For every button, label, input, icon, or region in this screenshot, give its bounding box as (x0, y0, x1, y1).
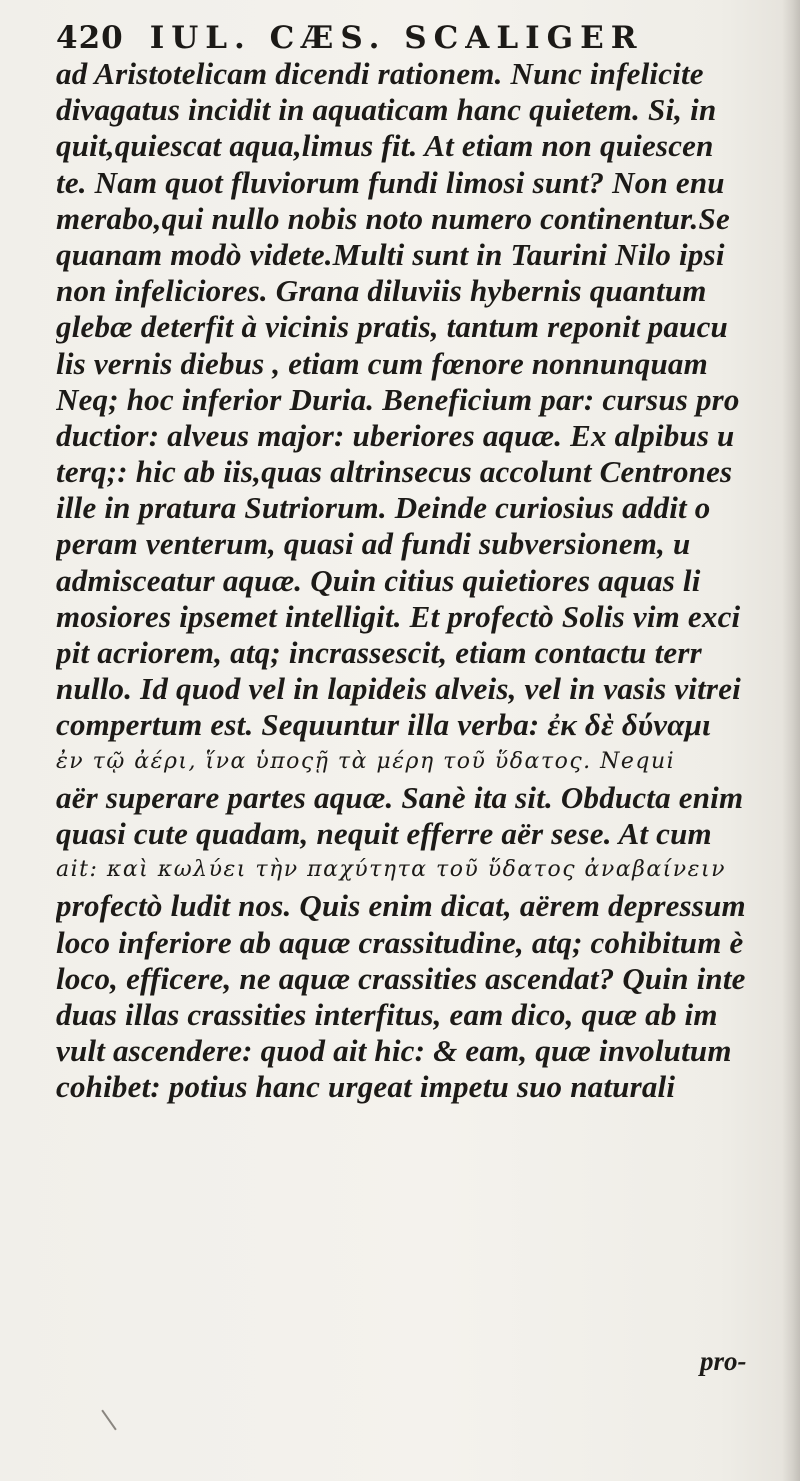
text-line: aër superare partes aquæ. Sanè ita sit. Obducta enim (56, 779, 744, 815)
text-line: ductior: alveus major: uberiores aquæ. Ex alpibus u (56, 417, 735, 453)
text-line: quit,quiescat aqua,limus fit. At etiam non quiescen (56, 128, 714, 164)
text-line: nullo. Id quod vel in lapideis alveis, vel in vasis vitrei (56, 671, 741, 707)
text-line: glebæ deterfit à vicinis pratis, tantum reponit paucu (56, 309, 728, 345)
text-line: non infeliciores. Grana diluviis hybernis quantum (56, 273, 707, 309)
page-number: 420 (56, 20, 124, 56)
text-line: divagatus incidit in aquaticam hanc quietem. Si, in (56, 92, 717, 128)
text-line: vult ascendere: quod ait hic: & eam, quæ involutum (56, 1033, 732, 1069)
text-line: mosiores ipsemet intelligit. Et profectò Solis vim exci (56, 598, 741, 634)
text-line: profectò ludit nos. Quis enim dicat, aërem depressum (56, 888, 746, 924)
text-line: peram venterum, quasi ad fundi subversionem, u (56, 526, 691, 562)
text-line: ad Aristotelicam dicendi rationem. Nunc infelicite (56, 56, 704, 91)
text-line: loco inferiore ab aquæ crassitudine, atq; cohibitum è (56, 924, 744, 960)
text-line: ille in pratura Sutriorum. Deinde curiosius addit o (56, 490, 711, 526)
text-line: Neq; hoc inferior Duria. Beneficium par: cursus pro (56, 381, 740, 417)
catchword: pro- (700, 1346, 747, 1376)
greek-text-line: ἐν τῷ ἀέρι, ἵνα ὑποςῇ τὰ μέρη τοῦ ὕδατος. Nequi (56, 748, 676, 774)
greek-text-line: ait: καὶ κωλύει τὴν παχύτητα τοῦ ὕδατος ἀναβαίνειν (56, 857, 726, 883)
text-line: quasi cute quadam, nequit efferre aër sese. At cum (56, 815, 712, 851)
text-line: duas illas crassities interfitus, eam dico, quæ ab im (56, 996, 718, 1032)
gutter-shadow (782, 0, 800, 1481)
text-line: te. Nam quot fluviorum fundi limosi sunt? Non enu (56, 164, 725, 200)
text-line: terq;: hic ab iis,quas altrinsecus accolunt Centrones (56, 454, 733, 490)
text-line: compertum est. Sequuntur illa verba: ἐκ δὲ δύναμι (56, 707, 711, 743)
text-line: pit acriorem, atq; incrassescit, etiam contactu terr (56, 635, 702, 670)
text-line: quanam modò videte.Multi sunt in Taurini Nilo ipsi (56, 236, 725, 272)
text-line: loco, efficere, ne aquæ crassities ascendat? Quin inte (56, 960, 746, 996)
text-block (56, 56, 780, 1356)
text-line: lis vernis diebus , etiam cum fœnore nonnunquam (56, 345, 708, 381)
running-head (56, 16, 756, 60)
text-line: cohibet: potius hanc urgeat impetu suo naturali (56, 1069, 676, 1105)
margin-mark (101, 1410, 116, 1431)
text-line: admisceatur aquæ. Quin citius quietiores aquas li (56, 562, 701, 598)
running-title: IUL. CÆS. SCALIGER (149, 20, 644, 56)
text-line: merabo,qui nullo nobis noto numero continentur.Se (56, 200, 730, 236)
